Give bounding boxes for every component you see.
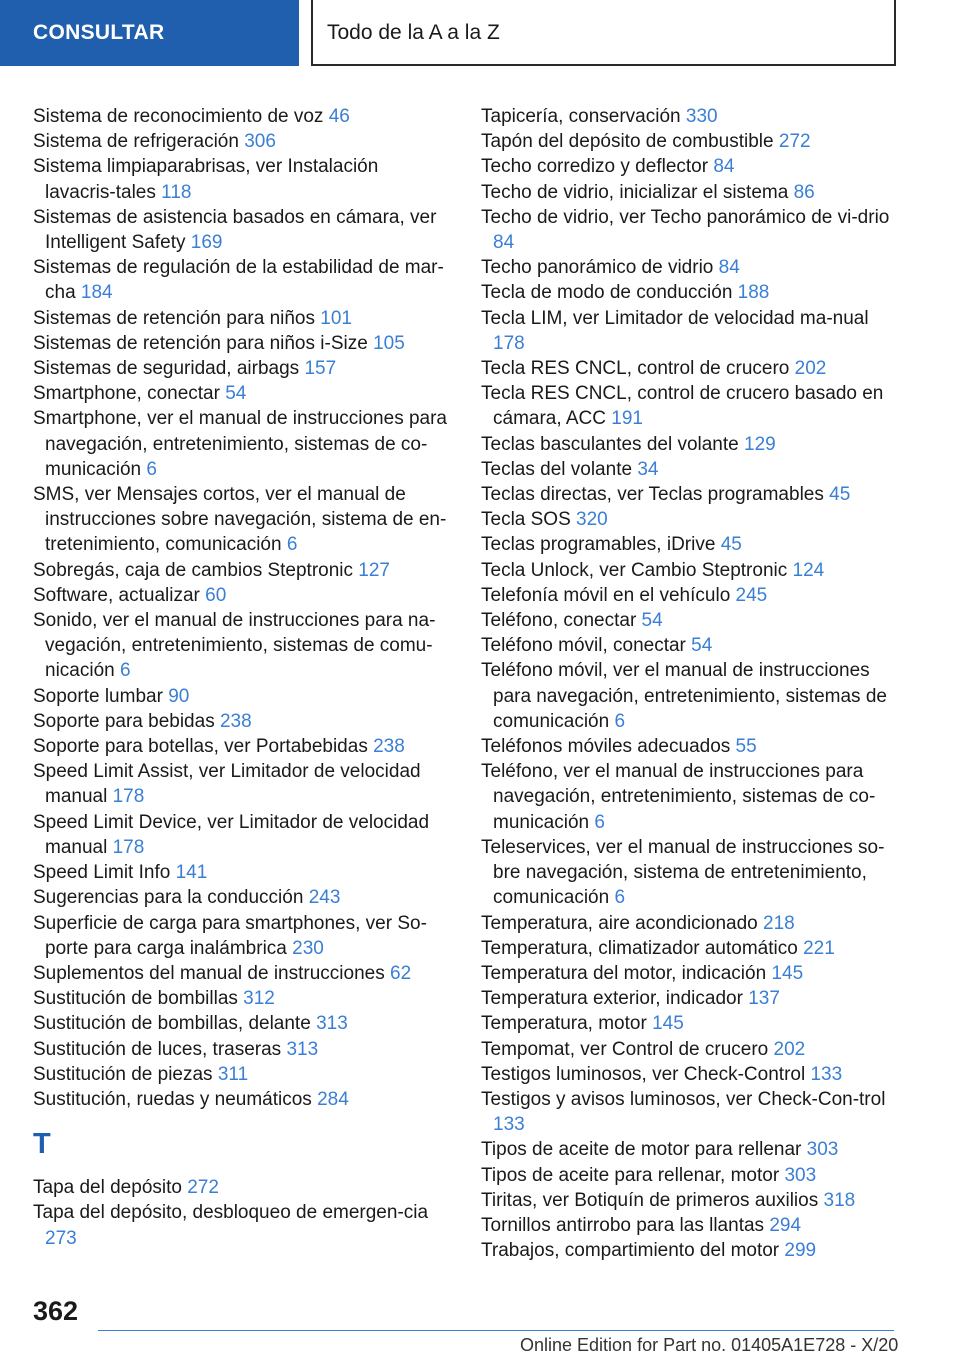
entry-text: Teclas del volante [481, 458, 633, 480]
index-entry [33, 104, 451, 129]
index-entry [481, 1087, 891, 1137]
page-link[interactable]: 320 [576, 509, 608, 531]
index-entry [33, 860, 451, 885]
page-link[interactable]: 141 [175, 862, 208, 884]
entry-text: Tapicería, conservación [481, 106, 681, 127]
entry-text: Sistema limpiaparabrisas, ver Instalación lavacris-tales [33, 156, 379, 203]
index-entry [481, 482, 891, 507]
page-link[interactable]: 86 [793, 181, 815, 203]
page-link[interactable]: 6 [120, 660, 131, 682]
page-link[interactable]: 284 [317, 1088, 349, 1110]
index-entry [33, 154, 451, 204]
page-link[interactable]: 129 [744, 433, 776, 455]
index-entry [481, 936, 891, 961]
page-link[interactable]: 202 [773, 1038, 806, 1060]
page-link[interactable]: 218 [763, 912, 795, 934]
entry-text: Temperatura, motor [481, 1013, 647, 1035]
entry-text: Teléfono móvil, ver el manual de instrucciones para navegación, entretenimiento, sistemas de comunicación [481, 660, 887, 732]
page-link[interactable]: 311 [217, 1063, 249, 1085]
index-entry [481, 1137, 891, 1162]
index-entry [33, 205, 451, 255]
page-link[interactable]: 133 [493, 1114, 525, 1136]
index-entry [481, 1011, 891, 1036]
page-link[interactable]: 60 [205, 584, 227, 606]
entry-text: Techo de vidrio, inicializar el sistema [481, 181, 789, 203]
entry-text: Tornillos antirrobo para las llantas [481, 1214, 765, 1236]
index-entry [481, 532, 891, 557]
page-link[interactable]: 169 [190, 232, 223, 254]
entry-text: Testigos y avisos luminosos, ver Check-Con-trol [481, 1088, 886, 1110]
entry-text: Tecla RES CNCL, control de crucero [481, 358, 790, 380]
entry-text: Tecla de modo de conducción [481, 282, 733, 304]
entry-text: Tapa del depósito, desbloqueo de emergen-cia [33, 1202, 429, 1224]
index-list-s [33, 104, 451, 1112]
index-entry [481, 608, 891, 633]
entry-text: Sistemas de retención para niños [33, 307, 315, 329]
index-entry [481, 633, 891, 658]
page-link[interactable]: 6 [594, 811, 605, 833]
index-entry [33, 1037, 451, 1062]
page-link[interactable]: 6 [614, 887, 626, 909]
entry-text: Temperatura, climatizador automático [481, 937, 798, 959]
section-letter: T [33, 1128, 51, 1161]
entry-text: Sustitución, ruedas y neumáticos [33, 1088, 312, 1110]
index-entry [33, 1062, 451, 1087]
page-link[interactable]: 54 [641, 610, 663, 632]
entry-text: SMS, ver Mensajes cortos, ver el manual de instrucciones sobre navegación, sistema de en-tretenimiento, comunicación [33, 484, 447, 556]
entry-text: Sustitución de bombillas [33, 988, 238, 1010]
page-link[interactable]: 137 [748, 988, 780, 1010]
index-entry [481, 154, 891, 179]
entry-text: Tipos de aceite de motor para rellenar [481, 1139, 802, 1161]
page-link[interactable]: 54 [691, 635, 713, 657]
page-link[interactable]: 54 [225, 383, 247, 405]
page-link[interactable]: 313 [316, 1013, 348, 1035]
footer-edition: Online Edition for Part no. 01405A1E728 - X/20 [520, 1335, 899, 1355]
page-link[interactable]: 318 [823, 1189, 856, 1211]
entry-text: Tecla SOS [481, 509, 571, 531]
entry-text: Tecla Unlock, ver Cambio Steptronic [481, 559, 788, 581]
entry-text: Temperatura exterior, indicador [481, 988, 743, 1010]
index-entry [481, 961, 891, 986]
index-entry [33, 759, 451, 809]
index-entry [33, 558, 451, 583]
page-link[interactable]: 133 [810, 1063, 843, 1085]
chapter-title: Todo de la A a la Z [311, 0, 896, 66]
entry-text: Soporte para botellas, ver Portabebidas [33, 736, 368, 758]
entry-text: Smartphone, ver el manual de instrucciones para navegación, entretenimiento, sistemas de co-municación [33, 408, 448, 480]
entry-text: Testigos luminosos, ver Check-Control [481, 1063, 806, 1085]
entry-text: Teclas basculantes del volante [481, 433, 739, 455]
page-link[interactable]: 230 [292, 937, 324, 959]
index-entry [33, 885, 451, 910]
page-link[interactable]: 178 [112, 786, 145, 808]
footer-divider [98, 1330, 894, 1331]
index-entry [33, 986, 451, 1011]
index-entry [33, 709, 451, 734]
page-header [0, 0, 960, 66]
index-entry [481, 280, 891, 305]
page-link[interactable]: 6 [286, 534, 298, 556]
index-entry [481, 734, 891, 759]
page-link[interactable]: 145 [771, 962, 804, 984]
index-entry [481, 255, 891, 280]
entry-text: Teclas programables, iDrive [481, 534, 716, 556]
page-link[interactable]: 127 [358, 559, 390, 581]
page-link[interactable]: 272 [778, 131, 811, 153]
entry-text: Superficie de carga para smartphones, ver So-porte para carga inalámbrica [33, 912, 427, 959]
index-entry [481, 1163, 891, 1188]
page-link[interactable]: 178 [493, 332, 525, 354]
entry-text: Tempomat, ver Control de crucero [481, 1038, 769, 1060]
index-entry [33, 331, 451, 356]
index-entry [481, 1037, 891, 1062]
entry-text: Speed Limit Info [33, 862, 171, 884]
entry-text: Tecla LIM, ver Limitador de velocidad ma-nual [481, 307, 869, 329]
index-entry [33, 381, 451, 406]
page-link[interactable]: 34 [637, 458, 659, 480]
page-link[interactable]: 157 [304, 358, 337, 380]
page-link[interactable]: 272 [187, 1177, 219, 1199]
index-entry [481, 381, 891, 431]
page-link[interactable]: 313 [286, 1038, 319, 1060]
page-link[interactable]: 221 [803, 937, 835, 959]
index-list-t [33, 1175, 451, 1251]
entry-text: Techo corredizo y deflector [481, 156, 709, 178]
index-entry [481, 1238, 891, 1263]
section-tab: CONSULTAR [0, 0, 299, 66]
index-entry [33, 608, 451, 684]
entry-text: Sistemas de asistencia basados en cámara, ver Intelligent Safety [33, 206, 437, 254]
entry-text: Temperatura, aire acondicionado [481, 912, 758, 934]
page-link[interactable]: 330 [685, 106, 718, 127]
page-link[interactable]: 303 [806, 1139, 839, 1161]
index-entry [33, 255, 451, 305]
index-column-left [33, 104, 451, 1251]
entry-text: Sobregás, caja de cambios Steptronic [33, 559, 354, 581]
index-entry [33, 1011, 451, 1036]
index-entry [481, 986, 891, 1011]
index-entry [481, 911, 891, 936]
index-entry [481, 457, 891, 482]
entry-text: Teleservices, ver el manual de instrucciones so-bre navegación, sistema de entretenimiento, comunicación [481, 836, 885, 909]
index-entry [481, 432, 891, 457]
entry-text: Sonido, ver el manual de instrucciones para na-vegación, entretenimiento, sistemas de comu-nicación [33, 610, 436, 682]
entry-text: Smartphone, conectar [33, 383, 220, 405]
index-list-right [481, 104, 891, 1263]
index-entry [481, 759, 891, 835]
index-entry [33, 356, 451, 381]
page-link[interactable]: 118 [161, 181, 192, 203]
page-link[interactable]: 238 [373, 736, 405, 758]
index-entry [481, 205, 891, 255]
page-link[interactable]: 312 [243, 988, 275, 1010]
index-entry [33, 1200, 451, 1250]
entry-text: Telefonía móvil en el vehículo [481, 584, 731, 606]
index-entry [33, 684, 451, 709]
page-link[interactable]: 202 [794, 358, 827, 380]
entry-text: Techo panorámico de vidrio [481, 257, 714, 279]
entry-text: Temperatura del motor, indicación [481, 962, 767, 984]
page-link[interactable]: 273 [45, 1227, 77, 1249]
page-link[interactable]: 245 [735, 584, 768, 606]
entry-text: Tapa del depósito [33, 1177, 182, 1199]
index-entry [33, 406, 451, 482]
entry-text: Suplementos del manual de instrucciones [33, 962, 385, 984]
page-link[interactable]: 184 [80, 282, 113, 304]
page-link[interactable]: 84 [493, 232, 515, 254]
entry-text: Sistemas de retención para niños i-Size [33, 332, 368, 354]
page-link[interactable]: 45 [829, 484, 851, 506]
page-link[interactable]: 55 [735, 736, 757, 758]
entry-text: Sustitución de luces, traseras [33, 1038, 282, 1060]
page-link[interactable]: 6 [146, 458, 157, 480]
page-link[interactable]: 303 [784, 1164, 817, 1186]
entry-text: Speed Limit Device, ver Limitador de velocidad manual [33, 811, 430, 858]
entry-text: Sistema de reconocimiento de voz [33, 106, 324, 127]
page-link[interactable]: 178 [112, 836, 145, 858]
index-entry [33, 961, 451, 986]
index-entry [481, 1188, 891, 1213]
entry-text: Tipos de aceite para rellenar, motor [481, 1164, 780, 1186]
page-link[interactable]: 105 [373, 332, 405, 354]
entry-text: Sistemas de seguridad, airbags [33, 358, 300, 380]
page-link[interactable]: 306 [244, 131, 276, 153]
index-entry [481, 507, 891, 532]
page-link[interactable]: 45 [720, 534, 742, 556]
index-entry [481, 1213, 891, 1238]
index-entry [481, 129, 891, 154]
entry-text: Tecla RES CNCL, control de crucero basado en cámara, ACC [481, 383, 884, 430]
entry-text: Speed Limit Assist, ver Limitador de velocidad manual [33, 761, 421, 808]
index-entry [481, 583, 891, 608]
page-link[interactable]: 84 [718, 257, 740, 279]
index-entry [481, 104, 891, 129]
index-entry [33, 1175, 451, 1200]
entry-text: Software, actualizar [33, 584, 200, 606]
entry-text: Soporte para bebidas [33, 710, 215, 732]
entry-text: Teclas directas, ver Teclas programables [481, 484, 824, 506]
page-link[interactable]: 145 [652, 1013, 684, 1035]
index-entry [481, 835, 891, 911]
entry-text: Sustitución de bombillas, delante [33, 1013, 311, 1035]
page-link[interactable]: 124 [792, 559, 825, 581]
entry-text: Teléfono móvil, conectar [481, 635, 686, 657]
page-link[interactable]: 191 [611, 408, 643, 430]
index-entry [481, 356, 891, 381]
index-entry [33, 734, 451, 759]
entry-text: Sistemas de regulación de la estabilidad de mar-cha [33, 257, 444, 304]
index-entry [481, 558, 891, 583]
index-entry [33, 482, 451, 558]
index-entry [33, 306, 451, 331]
page-link[interactable]: 6 [614, 710, 626, 732]
page-link[interactable]: 238 [219, 710, 252, 732]
entry-text: Sistema de refrigeración [33, 131, 239, 153]
entry-text: Tiritas, ver Botiquín de primeros auxilios [481, 1189, 819, 1211]
index-entry [33, 583, 451, 608]
page-link[interactable]: 188 [737, 282, 770, 304]
entry-text: Teléfono, ver el manual de instrucciones para navegación, entretenimiento, sistemas de co-municación [481, 761, 876, 833]
page-link[interactable]: 46 [328, 106, 350, 127]
page-link[interactable]: 101 [320, 307, 352, 329]
index-entry [33, 1087, 451, 1112]
page-number: 362 [33, 1296, 79, 1326]
index-entry [481, 1062, 891, 1087]
page-link[interactable]: 90 [168, 685, 190, 707]
page-link[interactable]: 243 [308, 887, 341, 909]
index-entry [481, 180, 891, 205]
entry-text: Sugerencias para la conducción [33, 887, 304, 909]
index-entry [33, 810, 451, 860]
index-entry [481, 306, 891, 356]
entry-text: Sustitución de piezas [33, 1063, 213, 1085]
index-entry [33, 129, 451, 154]
entry-text: Soporte lumbar [33, 685, 163, 707]
index-column-right [481, 104, 891, 1263]
entry-text: Teléfono, conectar [481, 610, 637, 632]
page-link[interactable]: 62 [390, 962, 412, 984]
index-entry [481, 658, 891, 734]
page-link[interactable]: 294 [769, 1214, 802, 1236]
entry-text: Trabajos, compartimiento del motor [481, 1240, 780, 1262]
page-link[interactable]: 299 [784, 1240, 817, 1262]
entry-text: Tapón del depósito de combustible [481, 131, 774, 153]
entry-text: Techo de vidrio, ver Techo panorámico de vi-drio [481, 206, 890, 228]
index-entry [33, 911, 451, 961]
page-link[interactable]: 84 [713, 156, 735, 178]
entry-text: Teléfonos móviles adecuados [481, 736, 731, 758]
